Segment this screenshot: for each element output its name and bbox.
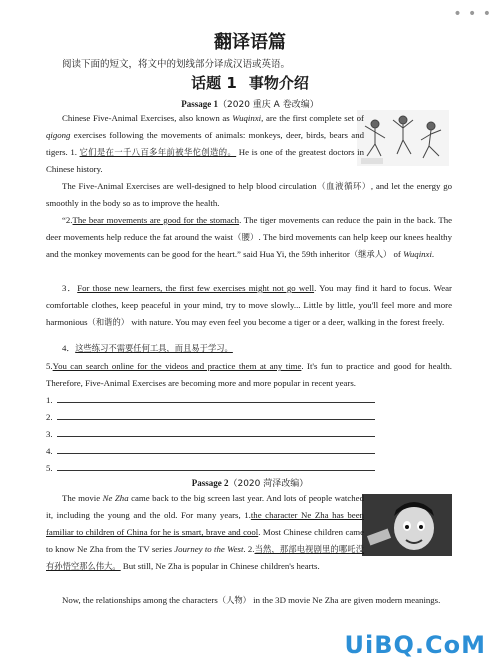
site-watermark: UiBQ.CoM — [344, 631, 486, 659]
translate-item-p2-2: 当然，那部电视剧里的哪吒没有孙悟空那么伟大。 — [46, 544, 364, 571]
answer-line-1[interactable]: 1. — [46, 393, 375, 405]
answer-line-4[interactable]: 4. — [46, 444, 375, 456]
translate-item-4: 这些练习不需要任何工具，而且易于学习。 — [75, 343, 233, 353]
translate-item-3: For those new learners, the first few exercises might not go well — [77, 283, 315, 293]
passage1-paragraph-1: Chinese Five-Animal Exercises, also known as Wuqinxi, are the first complete set of qigong exercises following the movements of animals: monkeys, deer, birds, bears and tigers. 1. 它们是在一千八百多年前被华佗创造的。 He is one of the greatest doctors in Chinese history. — [46, 113, 364, 174]
translate-item-1: 它们是在一千八百多年前被华佗创造的。 — [79, 147, 237, 157]
topic-name: 事物介绍 — [248, 74, 309, 92]
passage2-paragraph-1: The movie Ne Zha came back to the big screen last year. And lots of people watched it, including the young and the old. For many years, 1.the character Ne Zha has been familiar to children of China for he is smart, brave and cool. Most Chinese children came to know Ne Zha from the TV series Journey to the West. 2.当然，那部电视剧里的哪吒没有孙悟空那么伟大。 But still, Ne Zha is popular in Chinese children's hearts. — [46, 493, 364, 571]
passage1-paragraph-3: “2.The bear movements are good for the stomach. The tiger movements can reduce the pain in the back. The deer movements help reduce the fat around the waist（腰）. The bird movements can help keep our knees healthy and the monkey movements can be good for the heart.” said Hua Yi, the 59th inheritor（继承人） of Wuqinxi. — [46, 215, 452, 259]
passage1-paragraph-5: 4．这些练习不需要任何工具，而且易于学习。 — [62, 343, 233, 353]
passage1-paragraph-4: 3．For those new learners, the first few exercises might not go well. You may find it hard to focus. Wear comfortable clothes, keep peaceful in your mind, try to move slowly... Little by little, you'll feel more and more harmonious（和谐的） with nature. You may even feel you become a tiger or a deer, walking in the forest freely. — [46, 283, 452, 327]
passage1-paragraph-6: 5.You can search online for the videos and practice them at any time. It's fun to practice and good for health. Therefore, Five-Animal Exercises are becoming more and more popular in recent years. — [46, 361, 452, 388]
topic-label: 话题 1 — [191, 74, 237, 92]
translate-item-2: The bear movements are good for the stomach — [72, 215, 240, 225]
five-animal-exercise-illustration — [357, 110, 449, 166]
answer-line-5[interactable]: 5. — [46, 461, 375, 473]
translate-item-5: You can search online for the videos and practice them at any time — [52, 361, 302, 371]
passage2-paragraph-2: Now, the relationships among the characters（人物） in the 3D movie Ne Zha are given modern meanings. — [62, 595, 441, 605]
instruction-text: 阅读下面的短文，将文中的划线部分译成汉语或英语。 — [62, 59, 291, 70]
passage2-title: Passage 2（2020 菏泽改编） — [191, 478, 309, 489]
answer-line-3[interactable]: 3. — [46, 427, 375, 439]
passage1-title: Passage 1（2020 重庆 A 卷改编） — [181, 99, 319, 110]
translate-item-p2-1: the character Ne Zha has been familiar to children of China for he is smart, brave and cool — [46, 510, 364, 537]
more-dots-icon[interactable]: • • • — [453, 6, 492, 22]
passage1-paragraph-2: The Five-Animal Exercises are well-designed to help blood circulation（血液循环）, and let the energy go smoothly in the body so as to improve the health. — [46, 181, 452, 208]
ne-zha-movie-still — [362, 494, 452, 556]
answer-line-2[interactable]: 2. — [46, 410, 375, 422]
topic-heading — [0, 72, 500, 93]
page-title: 翻译语篇 — [214, 32, 286, 53]
